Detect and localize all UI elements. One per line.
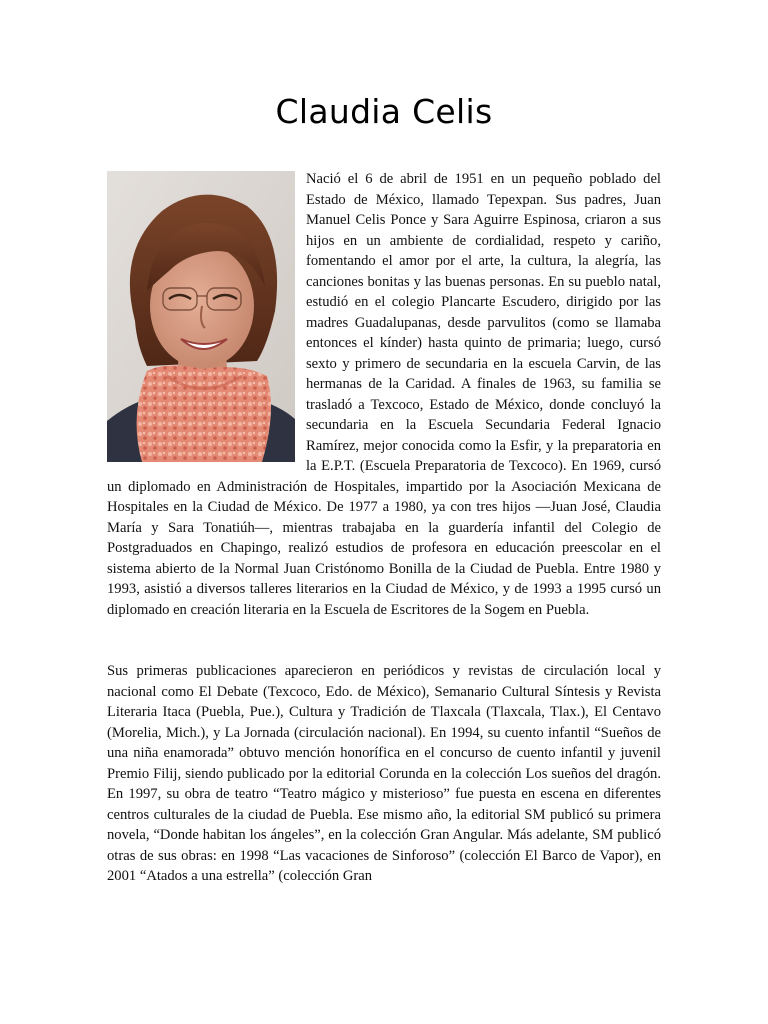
page-title: Claudia Celis: [275, 92, 493, 131]
paragraph-biography: Nació el 6 de abril de 1951 en un pequeño poblado del Estado de México, llamado Tepexpan. Sus padres, Juan Manuel Celis Ponce y Sara Aguirre Espinosa, criaron a sus hijos en un ambiente de cordialidad, respeto y cariño, fomentando el amor por el arte, la cultura, la alegría, las canciones bonitas y las buenas personas. En su pueblo natal, estudió en el colegio Plancarte Escudero, dirigido por las madres Guadalupanas, desde parvulitos (como se llamaba entonces el kínder) hasta quinto de primaria; luego, cursó sexto y primero de secundaria en la escuela Carvin, de las hermanas de la Caridad. A finales de 1963, su familia se trasladó a Texcoco, Estado de México, donde concluyó la secundaria en la Escuela Secundaria Federal Ignacio Ramírez, mejor conocida como la Esfir, y la preparatoria en la E.P.T. (Escuela Preparatoria de Texcoco). En 1969, cursó un diplomado en Administración de Hospitales, impartido por la Asociación Mexicana de Hospitales en la Ciudad de México. De 1977 a 1980, ya con tres hijos —Juan José, Claudia María y Sara Tonatiúh—, mientras trabajaba en la guardería infantil del Colegio de Postgraduados en Chapingo, realizó estudios de profesora en educación preescolar en el sistema abierto de la Normal Juan Cristónomo Bonilla de la Ciudad de Puebla. Entre 1980 y 1993, asistió a diversos talleres literarios en la Ciudad de México, y de 1993 a 1995 cursó un diplomado en creación literaria en la Escuela de Escritores de la Sogem en Puebla.: [107, 171, 661, 618]
author-portrait: [107, 171, 295, 462]
document-body: [107, 169, 661, 887]
paragraph-publications: Sus primeras publicaciones aparecieron en periódicos y revistas de circulación local y nacional como El Debate (Texcoco, Edo. de México), Semanario Cultural Síntesis y Revista Literaria Itaca (Puebla, Pue.), Cultura y Tradición de Tlaxcala (Tlaxcala, Tlax.), El Centavo (Morelia, Mich.), y La Jornada (circulación nacional). En 1994, su cuento infantil “Sueños de una niña enamorada” obtuvo mención honorífica en el concurso de cuento infantil y juvenil Premio Filij, siendo publicado por la editorial Corunda en la colección Los sueños del dragón. En 1997, su obra de teatro “Teatro mágico y misterioso” fue puesta en escena en diferentes centros culturales de la ciudad de Puebla. Ese mismo año, la editorial SM publicó su primera novela, “Donde habitan los ángeles”, en la colección Gran Angular. Más adelante, SM publicó otras de sus obras: en 1998 “Las vacaciones de Sinforoso” (colección El Barco de Vapor), en 2001 “Atados a una estrella” (colección Gran: [107, 663, 661, 884]
